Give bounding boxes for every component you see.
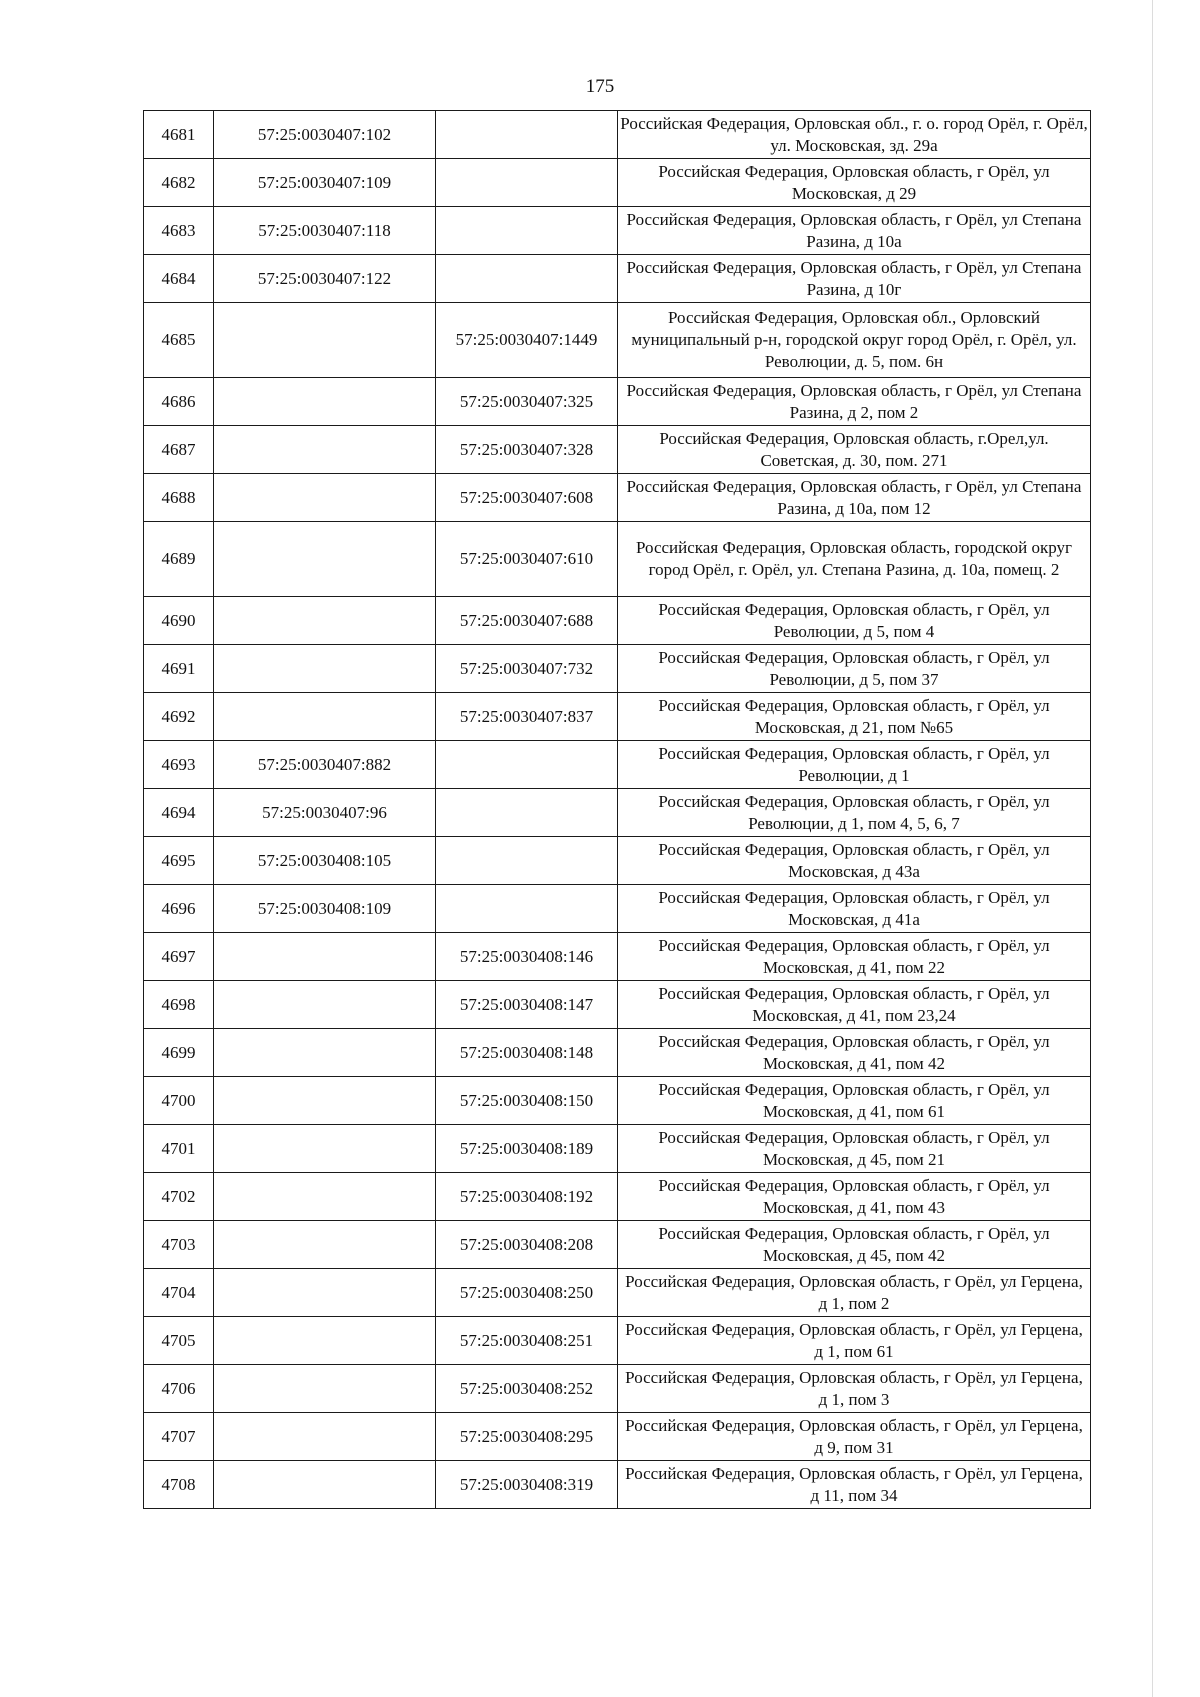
land-cadastral-number-cell: 57:25:0030407:122 [214, 255, 436, 303]
land-cadastral-number-cell [214, 597, 436, 645]
premises-cadastral-number-cell: 57:25:0030407:688 [436, 597, 618, 645]
address-cell: Российская Федерация, Орловская область, г Орёл, ул Московская, д 41а [618, 885, 1091, 933]
row-number-cell: 4690 [144, 597, 214, 645]
premises-cadastral-number-cell [436, 837, 618, 885]
row-number-cell: 4699 [144, 1029, 214, 1077]
table-row [144, 426, 1091, 474]
premises-cadastral-number-cell: 57:25:0030407:325 [436, 378, 618, 426]
land-cadastral-number-cell [214, 378, 436, 426]
table-row [144, 303, 1091, 378]
row-number-cell: 4691 [144, 645, 214, 693]
address-cell: Российская Федерация, Орловская область, г Орёл, ул Степана Разина, д 10а, пом 12 [618, 474, 1091, 522]
table-row [144, 1413, 1091, 1461]
premises-cadastral-number-cell: 57:25:0030408:295 [436, 1413, 618, 1461]
register-table-body [144, 111, 1091, 1509]
scan-edge-line [1152, 0, 1153, 1697]
premises-cadastral-number-cell: 57:25:0030408:208 [436, 1221, 618, 1269]
address-cell: Российская Федерация, Орловская область, г Орёл, ул Московская, д 29 [618, 159, 1091, 207]
row-number-cell: 4684 [144, 255, 214, 303]
table-row [144, 1125, 1091, 1173]
table-row [144, 1461, 1091, 1509]
land-cadastral-number-cell [214, 645, 436, 693]
premises-cadastral-number-cell [436, 255, 618, 303]
address-cell: Российская Федерация, Орловская область, г Орёл, ул Герцена, д 11, пом 34 [618, 1461, 1091, 1509]
address-cell: Российская Федерация, Орловская область, г Орёл, ул Московская, д 41, пом 43 [618, 1173, 1091, 1221]
table-row [144, 111, 1091, 159]
land-cadastral-number-cell: 57:25:0030407:109 [214, 159, 436, 207]
row-number-cell: 4695 [144, 837, 214, 885]
address-cell: Российская Федерация, Орловская обл., г. о. город Орёл, г. Орёл, ул. Московская, зд. 29а [618, 111, 1091, 159]
row-number-cell: 4681 [144, 111, 214, 159]
address-cell: Российская Федерация, Орловская область, г Орёл, ул Московская, д 41, пом 23,24 [618, 981, 1091, 1029]
land-cadastral-number-cell: 57:25:0030407:118 [214, 207, 436, 255]
land-cadastral-number-cell: 57:25:0030407:102 [214, 111, 436, 159]
address-cell: Российская Федерация, Орловская область, г Орёл, ул Степана Разина, д 10а [618, 207, 1091, 255]
premises-cadastral-number-cell: 57:25:0030407:328 [436, 426, 618, 474]
address-cell: Российская Федерация, Орловская область, г Орёл, ул Московская, д 45, пом 21 [618, 1125, 1091, 1173]
premises-cadastral-number-cell: 57:25:0030408:146 [436, 933, 618, 981]
land-cadastral-number-cell: 57:25:0030407:882 [214, 741, 436, 789]
premises-cadastral-number-cell: 57:25:0030407:1449 [436, 303, 618, 378]
address-cell: Российская Федерация, Орловская область, г Орёл, ул Московская, д 21, пом №65 [618, 693, 1091, 741]
row-number-cell: 4698 [144, 981, 214, 1029]
table-row [144, 159, 1091, 207]
address-cell: Российская Федерация, Орловская область, г Орёл, ул Герцена, д 1, пом 3 [618, 1365, 1091, 1413]
table-row [144, 474, 1091, 522]
address-cell: Российская Федерация, Орловская область, г Орёл, ул Степана Разина, д 10г [618, 255, 1091, 303]
table-row [144, 885, 1091, 933]
table-row [144, 1173, 1091, 1221]
table-row [144, 255, 1091, 303]
address-cell: Российская Федерация, Орловская область, г Орёл, ул Московская, д 43а [618, 837, 1091, 885]
row-number-cell: 4703 [144, 1221, 214, 1269]
table-row [144, 1365, 1091, 1413]
row-number-cell: 4685 [144, 303, 214, 378]
table-row [144, 645, 1091, 693]
table-row [144, 933, 1091, 981]
premises-cadastral-number-cell: 57:25:0030408:250 [436, 1269, 618, 1317]
row-number-cell: 4702 [144, 1173, 214, 1221]
premises-cadastral-number-cell [436, 885, 618, 933]
row-number-cell: 4704 [144, 1269, 214, 1317]
premises-cadastral-number-cell: 57:25:0030408:319 [436, 1461, 618, 1509]
row-number-cell: 4697 [144, 933, 214, 981]
premises-cadastral-number-cell: 57:25:0030408:150 [436, 1077, 618, 1125]
row-number-cell: 4701 [144, 1125, 214, 1173]
address-cell: Российская Федерация, Орловская область, городской округ город Орёл, г. Орёл, ул. Степана Разина, д. 10а, помещ. 2 [618, 522, 1091, 597]
row-number-cell: 4689 [144, 522, 214, 597]
row-number-cell: 4687 [144, 426, 214, 474]
row-number-cell: 4694 [144, 789, 214, 837]
row-number-cell: 4708 [144, 1461, 214, 1509]
land-cadastral-number-cell [214, 1413, 436, 1461]
row-number-cell: 4706 [144, 1365, 214, 1413]
row-number-cell: 4686 [144, 378, 214, 426]
table-row [144, 378, 1091, 426]
land-cadastral-number-cell [214, 1461, 436, 1509]
land-cadastral-number-cell [214, 693, 436, 741]
row-number-cell: 4688 [144, 474, 214, 522]
land-cadastral-number-cell [214, 1077, 436, 1125]
premises-cadastral-number-cell: 57:25:0030408:252 [436, 1365, 618, 1413]
premises-cadastral-number-cell [436, 111, 618, 159]
row-number-cell: 4693 [144, 741, 214, 789]
row-number-cell: 4705 [144, 1317, 214, 1365]
table-row [144, 1077, 1091, 1125]
premises-cadastral-number-cell [436, 159, 618, 207]
premises-cadastral-number-cell: 57:25:0030407:837 [436, 693, 618, 741]
table-row [144, 522, 1091, 597]
table-row [144, 1317, 1091, 1365]
land-cadastral-number-cell [214, 1029, 436, 1077]
premises-cadastral-number-cell [436, 789, 618, 837]
address-cell: Российская Федерация, Орловская область, г Орёл, ул Герцена, д 9, пом 31 [618, 1413, 1091, 1461]
address-cell: Российская Федерация, Орловская область, г Орёл, ул Революции, д 5, пом 4 [618, 597, 1091, 645]
table-row [144, 789, 1091, 837]
row-number-cell: 4707 [144, 1413, 214, 1461]
premises-cadastral-number-cell: 57:25:0030407:610 [436, 522, 618, 597]
address-cell: Российская Федерация, Орловская обл., Орловский муниципальный р-н, городской округ город Орёл, г. Орёл, ул. Революции, д. 5, пом. 6н [618, 303, 1091, 378]
premises-cadastral-number-cell: 57:25:0030408:189 [436, 1125, 618, 1173]
land-cadastral-number-cell [214, 426, 436, 474]
address-cell: Российская Федерация, Орловская область, г Орёл, ул Революции, д 1, пом 4, 5, 6, 7 [618, 789, 1091, 837]
row-number-cell: 4683 [144, 207, 214, 255]
table-row [144, 597, 1091, 645]
row-number-cell: 4682 [144, 159, 214, 207]
table-row [144, 1221, 1091, 1269]
land-cadastral-number-cell [214, 1221, 436, 1269]
land-cadastral-number-cell [214, 1365, 436, 1413]
premises-cadastral-number-cell: 57:25:0030408:192 [436, 1173, 618, 1221]
address-cell: Российская Федерация, Орловская область, г Орёл, ул Герцена, д 1, пом 2 [618, 1269, 1091, 1317]
table-row [144, 207, 1091, 255]
land-cadastral-number-cell [214, 981, 436, 1029]
table-row [144, 1029, 1091, 1077]
table-row [144, 837, 1091, 885]
address-cell: Российская Федерация, Орловская область, г Орёл, ул Герцена, д 1, пом 61 [618, 1317, 1091, 1365]
land-cadastral-number-cell [214, 1173, 436, 1221]
page-number: 175 [585, 76, 615, 97]
premises-cadastral-number-cell: 57:25:0030408:251 [436, 1317, 618, 1365]
address-cell: Российская Федерация, Орловская область, г Орёл, ул Степана Разина, д 2, пом 2 [618, 378, 1091, 426]
land-cadastral-number-cell [214, 522, 436, 597]
address-cell: Российская Федерация, Орловская область, г Орёл, ул Московская, д 41, пом 42 [618, 1029, 1091, 1077]
premises-cadastral-number-cell [436, 741, 618, 789]
table-row [144, 981, 1091, 1029]
table-row [144, 693, 1091, 741]
table-row [144, 741, 1091, 789]
row-number-cell: 4692 [144, 693, 214, 741]
register-table [143, 110, 1091, 1509]
row-number-cell: 4696 [144, 885, 214, 933]
premises-cadastral-number-cell: 57:25:0030408:148 [436, 1029, 618, 1077]
land-cadastral-number-cell: 57:25:0030408:109 [214, 885, 436, 933]
address-cell: Российская Федерация, Орловская область, г Орёл, ул Московская, д 45, пом 42 [618, 1221, 1091, 1269]
premises-cadastral-number-cell: 57:25:0030407:732 [436, 645, 618, 693]
address-cell: Российская Федерация, Орловская область, г Орёл, ул Московская, д 41, пом 22 [618, 933, 1091, 981]
address-cell: Российская Федерация, Орловская область, г Орёл, ул Революции, д 5, пом 37 [618, 645, 1091, 693]
land-cadastral-number-cell [214, 1269, 436, 1317]
table-row [144, 1269, 1091, 1317]
land-cadastral-number-cell [214, 474, 436, 522]
row-number-cell: 4700 [144, 1077, 214, 1125]
land-cadastral-number-cell: 57:25:0030408:105 [214, 837, 436, 885]
premises-cadastral-number-cell [436, 207, 618, 255]
premises-cadastral-number-cell: 57:25:0030407:608 [436, 474, 618, 522]
land-cadastral-number-cell [214, 1317, 436, 1365]
address-cell: Российская Федерация, Орловская область, г.Орел,ул. Советская, д. 30, пом. 271 [618, 426, 1091, 474]
address-cell: Российская Федерация, Орловская область, г Орёл, ул Революции, д 1 [618, 741, 1091, 789]
address-cell: Российская Федерация, Орловская область, г Орёл, ул Московская, д 41, пом 61 [618, 1077, 1091, 1125]
land-cadastral-number-cell: 57:25:0030407:96 [214, 789, 436, 837]
land-cadastral-number-cell [214, 1125, 436, 1173]
land-cadastral-number-cell [214, 933, 436, 981]
land-cadastral-number-cell [214, 303, 436, 378]
premises-cadastral-number-cell: 57:25:0030408:147 [436, 981, 618, 1029]
